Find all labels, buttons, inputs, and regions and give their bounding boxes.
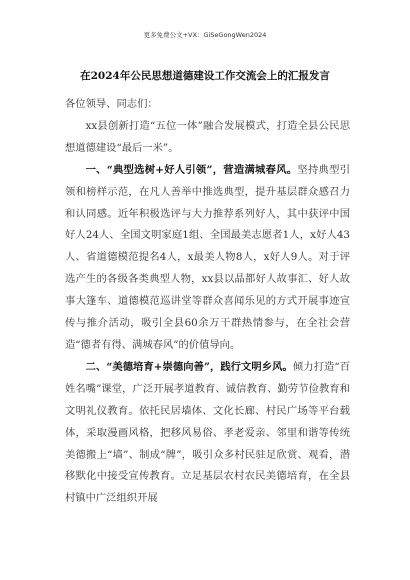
section-2-paragraph — [65, 357, 350, 510]
intro-paragraph: xx县创新打造“五位一体”融合发展模式，打造全县公民思想道德建设“最后一米”。 — [65, 119, 350, 154]
page-header: 更多免费公文+VX：GiSeGongWen2024 — [143, 31, 267, 39]
section-1-heading: 一、“典型选树+好人引领”，营造满城春风。 — [85, 163, 298, 176]
section-2-body: 倾力打造“百姓名嘴”课堂，广泛开展孝道教育、诚信教育、勤劳节俭教育和文明礼仪教育。依托民居墙体、文化长廊、村民广场等平台载体，采取漫画风格，把移风易俗、孝老爱亲、邻里和谐等传统美德搬上“墙”、制成“牌”，吸引众多村民驻足欣赏、观看，潜移默化中接受宣传教育。立足基层农村农民美德培育，在全县村镇中广泛组织开展 — [65, 360, 350, 505]
section-1-paragraph — [65, 160, 350, 357]
document-title: 在2024年公民思想道德建设工作交流会上的汇报发言 — [80, 70, 330, 82]
section-1-body: 坚持典型引领和榜样示范，在凡人善举中推选典型，提升基层群众感召力和认同感。近年积极选评与大力推荐系列好人，其中获评中国好人24人、全国文明家庭1组、全国最美志愿者1人，x好人43人、省道德模范提名4人，x最美人物8人，x好人9人。对于评选产生的各级各类典型人物，xx县以晶都好人故事汇、好人故事大篷车、道德模范巡讲堂等群众喜闻乐见的方式开展事迹宣传与推介活动，吸引全县60余万干群热情参与，在全社会营造“德者有得、满城春风”的价值导向。 — [65, 163, 350, 351]
document-body — [65, 94, 350, 510]
section-2-heading: 二、“美德培育+崇德向善”，践行文明乡风。 — [85, 360, 293, 373]
salutation: 各位领导、同志们： — [65, 98, 158, 110]
